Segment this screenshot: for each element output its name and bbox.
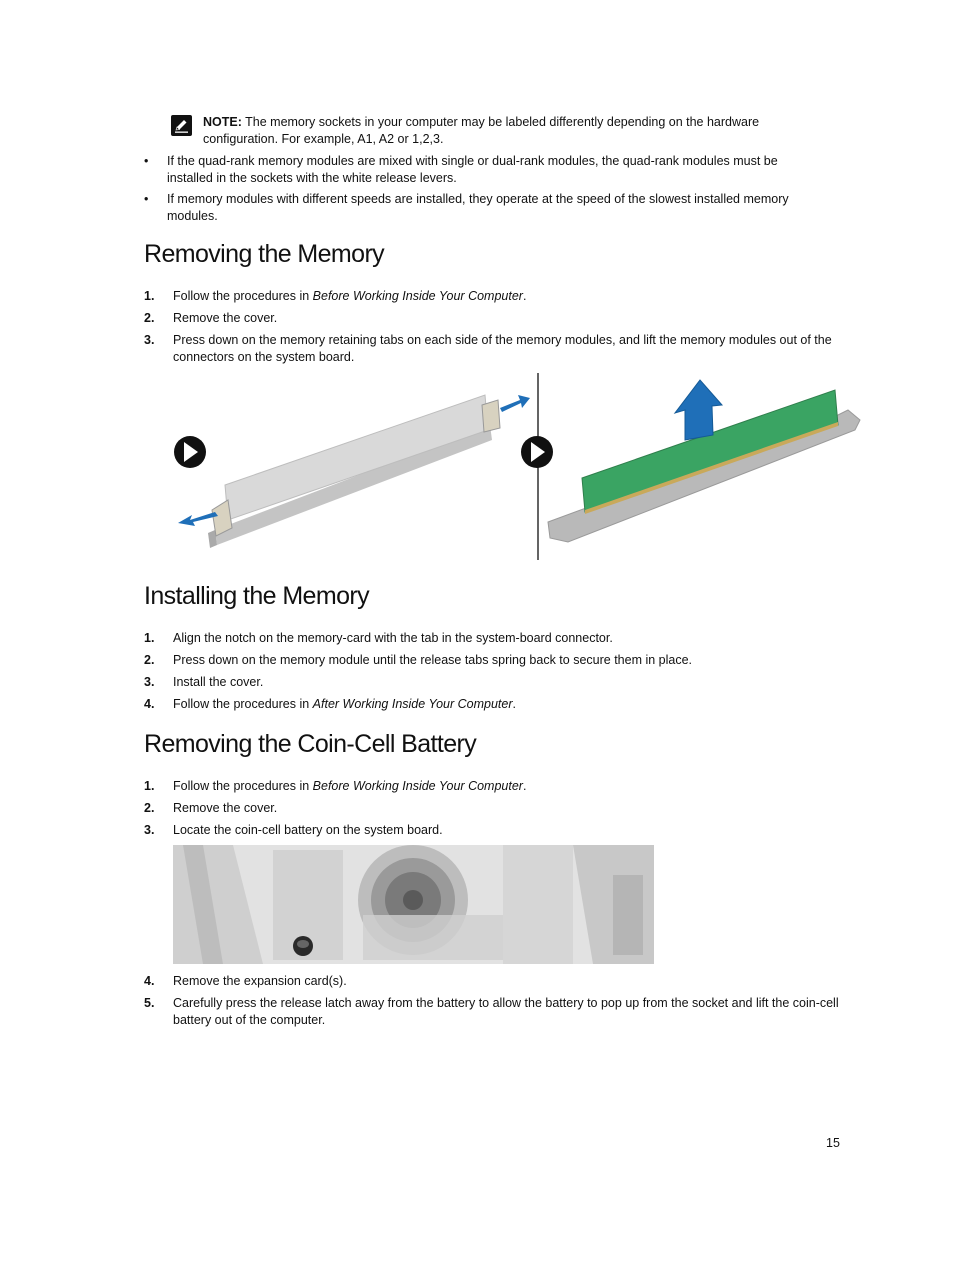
step-number: 2. bbox=[144, 653, 155, 667]
step-text: Remove the cover. bbox=[173, 311, 278, 325]
doc-link-ref: After Working Inside Your Computer bbox=[312, 697, 513, 711]
note-icon bbox=[171, 115, 192, 136]
step-text: Follow the procedures in Before Working Inside Your Computer. bbox=[173, 289, 527, 303]
step-play-icon bbox=[174, 436, 206, 468]
step-play-icon-2 bbox=[521, 436, 553, 468]
step-text: Install the cover. bbox=[173, 675, 264, 689]
step-number: 4. bbox=[144, 697, 155, 711]
memory-removal-illustration bbox=[170, 370, 870, 565]
section-heading-removing-battery: Removing the Coin-Cell Battery bbox=[144, 730, 477, 758]
step-number: 1. bbox=[144, 779, 155, 793]
section-heading-installing-memory: Installing the Memory bbox=[144, 582, 369, 610]
step-text: Follow the procedures in After Working Inside Your Computer. bbox=[173, 697, 517, 711]
bullet-text: If the quad-rank memory modules are mixed with single or dual-rank modules, the quad-rank modules must be installed in the sockets with the white release levers. bbox=[167, 154, 778, 185]
step-number: 4. bbox=[144, 974, 155, 988]
step-number: 1. bbox=[144, 631, 155, 645]
step-text: Follow the procedures in Before Working Inside Your Computer. bbox=[173, 779, 527, 793]
step-number: 3. bbox=[144, 823, 155, 837]
step-number: 5. bbox=[144, 996, 155, 1010]
step-text: Remove the cover. bbox=[173, 801, 278, 815]
coin-cell-battery-illustration bbox=[173, 845, 654, 964]
bullet-symbol: • bbox=[144, 192, 149, 206]
note-body: The memory sockets in your computer may be labeled differently depending on the hardware configuration. For example, A1, A2 or 1,2,3. bbox=[203, 115, 760, 146]
page-number: 15 bbox=[826, 1136, 840, 1150]
doc-link-ref: Before Working Inside Your Computer bbox=[312, 779, 523, 793]
step-text: Align the notch on the memory-card with the tab in the system-board connector. bbox=[173, 631, 613, 645]
note-text bbox=[203, 114, 803, 148]
step-text: Carefully press the release latch away from the battery to allow the battery to pop up from the socket and lift the coin-cell battery out of the computer. bbox=[173, 996, 839, 1027]
step-text: Press down on the memory module until the release tabs spring back to secure them in place. bbox=[173, 653, 693, 667]
step-number: 2. bbox=[144, 801, 155, 815]
step-number: 3. bbox=[144, 333, 155, 347]
step-text: Remove the expansion card(s). bbox=[173, 974, 347, 988]
bullet-text: If memory modules with different speeds are installed, they operate at the speed of the slowest installed memory modules. bbox=[167, 192, 789, 223]
bullet-symbol: • bbox=[144, 154, 149, 168]
note-label: NOTE: bbox=[203, 115, 242, 129]
doc-link-ref: Before Working Inside Your Computer bbox=[312, 289, 523, 303]
step-number: 2. bbox=[144, 311, 155, 325]
step-number: 1. bbox=[144, 289, 155, 303]
step-text: Press down on the memory retaining tabs on each side of the memory modules, and lift the memory modules out of the connectors on the system board. bbox=[173, 333, 832, 364]
step-number: 3. bbox=[144, 675, 155, 689]
step-text: Locate the coin-cell battery on the system board. bbox=[173, 823, 443, 837]
section-heading-removing-memory: Removing the Memory bbox=[144, 240, 385, 268]
